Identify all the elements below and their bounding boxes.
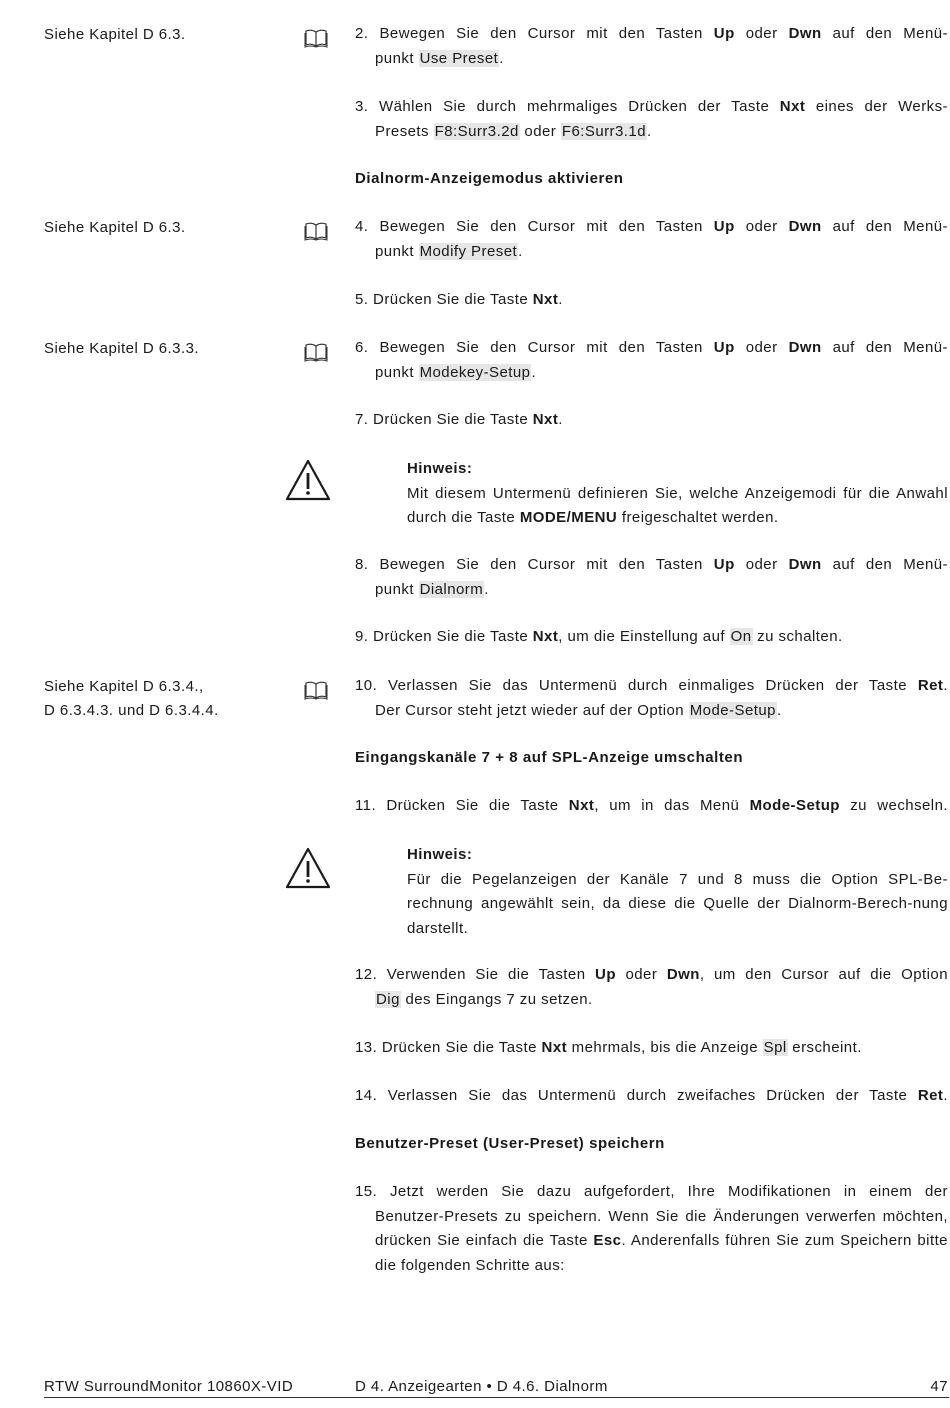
step-9: 9. Drücken Sie die Taste Nxt, um die Einstellung auf On zu schalten.: [355, 628, 843, 645]
step-11: 11. Drücken Sie die Taste Nxt, um in das Menü Mode-Setup zu wechseln.: [355, 797, 949, 814]
option-mode-setup: Mode-Setup: [689, 701, 776, 719]
side-reference-4: Siehe Kapitel D 6.3.4., D 6.3.4.3. und D 6.3.4.4.: [44, 678, 219, 719]
step-2: 2. Bewegen Sie den Cursor mit den Tasten Up oder Dwn auf den Menü- punkt Use Preset.: [355, 25, 948, 67]
section-heading: Eingangskanäle 7 + 8 auf SPL-Anzeige umschalten: [355, 749, 744, 766]
book-icon: [304, 680, 328, 700]
menu-item-modekey-setup: Modekey-Setup: [419, 363, 531, 381]
side-reference-3: Siehe Kapitel D 6.3.3.: [44, 340, 199, 357]
note-box: [407, 457, 948, 531]
value-spl: Spl: [763, 1039, 787, 1056]
note-body: Für die Pegelanzeigen der Kanäle 7 und 8 muss die Option SPL-Be-rechnung angewählt sein, da diese die Quelle der Dialnorm-Berech-nung darstellt.: [407, 870, 948, 937]
step-15: 15. Jetzt werden Sie dazu aufgefordert, Ihre Modifikationen in einem der Benutzer-Presets zu speichern. Wenn Sie die Änderungen verwerfen möchten, drücken Sie einfach die Taste Esc. Anderenfalls führen Sie zum Speichern bitte die folgenden Schritte aus:: [355, 1183, 948, 1274]
step-12: 12. Verwenden Sie die Tasten Up oder Dwn, um den Cursor auf die Option Dig des Eingangs 7 zu setzen.: [355, 966, 948, 1008]
step-13: 13. Drücken Sie die Taste Nxt mehrmals, bis die Anzeige Spl erscheint.: [355, 1039, 862, 1056]
menu-item-modify-preset: Modify Preset: [419, 242, 518, 260]
page-number: 47: [930, 1378, 948, 1395]
book-icon: [304, 342, 328, 362]
warning-triangle-icon: [285, 846, 331, 890]
step-4: 4. Bewegen Sie den Cursor mit den Tasten Up oder Dwn auf den Menü- punkt Modify Preset.: [355, 218, 948, 260]
step-5: 5. Drücken Sie die Taste Nxt.: [355, 291, 563, 308]
note-body: Mit diesem Untermenü definieren Sie, welche Anzeigemodi für die Anwahl durch die Taste MODE/MENU freigeschaltet werden.: [407, 484, 948, 526]
step-6: 6. Bewegen Sie den Cursor mit den Tasten Up oder Dwn auf den Menü- punkt Modekey-Setup.: [355, 339, 948, 381]
footer-section: D 4. Anzeigearten • D 4.6. Dialnorm: [355, 1378, 608, 1395]
preset-f6: F6:Surr3.1d: [561, 122, 646, 140]
step-7: 7. Drücken Sie die Taste Nxt.: [355, 411, 563, 428]
option-dig: Dig: [376, 990, 400, 1008]
preset-f8: F8:Surr3.2d: [434, 122, 519, 140]
section-heading: Dialnorm-Anzeigemodus aktivieren: [355, 170, 624, 187]
note-box: [407, 843, 948, 941]
side-reference-1: Siehe Kapitel D 6.3.: [44, 26, 186, 43]
step-3: 3. Wählen Sie durch mehrmaliges Drücken der Taste Nxt eines der Werks- Presets F8:Surr3.2d oder F6:Surr3.1d.: [355, 98, 948, 140]
menu-item-use-preset: Use Preset: [419, 49, 499, 67]
section-heading: Benutzer-Preset (User-Preset) speichern: [355, 1135, 665, 1152]
value-on: On: [730, 628, 752, 645]
step-14: 14. Verlassen Sie das Untermenü durch zweifaches Drücken der Taste Ret.: [355, 1087, 948, 1104]
step-8: 8. Bewegen Sie den Cursor mit den Tasten Up oder Dwn auf den Menü- punkt Dialnorm.: [355, 556, 948, 598]
book-icon: [304, 28, 328, 48]
menu-item-dialnorm: Dialnorm: [419, 580, 484, 598]
footer-divider: [44, 1397, 949, 1398]
book-icon: [304, 221, 328, 241]
note-title: Hinweis:: [407, 846, 473, 863]
warning-triangle-icon: [285, 458, 331, 502]
note-title: Hinweis:: [407, 460, 473, 477]
footer-product: RTW SurroundMonitor 10860X-VID: [44, 1378, 294, 1395]
side-reference-2: Siehe Kapitel D 6.3.: [44, 219, 186, 236]
step-10: 10. Verlassen Sie das Untermenü durch einmaliges Drücken der Taste Ret. Der Cursor steht jetzt wieder auf der Option Mode-Setup.: [355, 677, 948, 719]
